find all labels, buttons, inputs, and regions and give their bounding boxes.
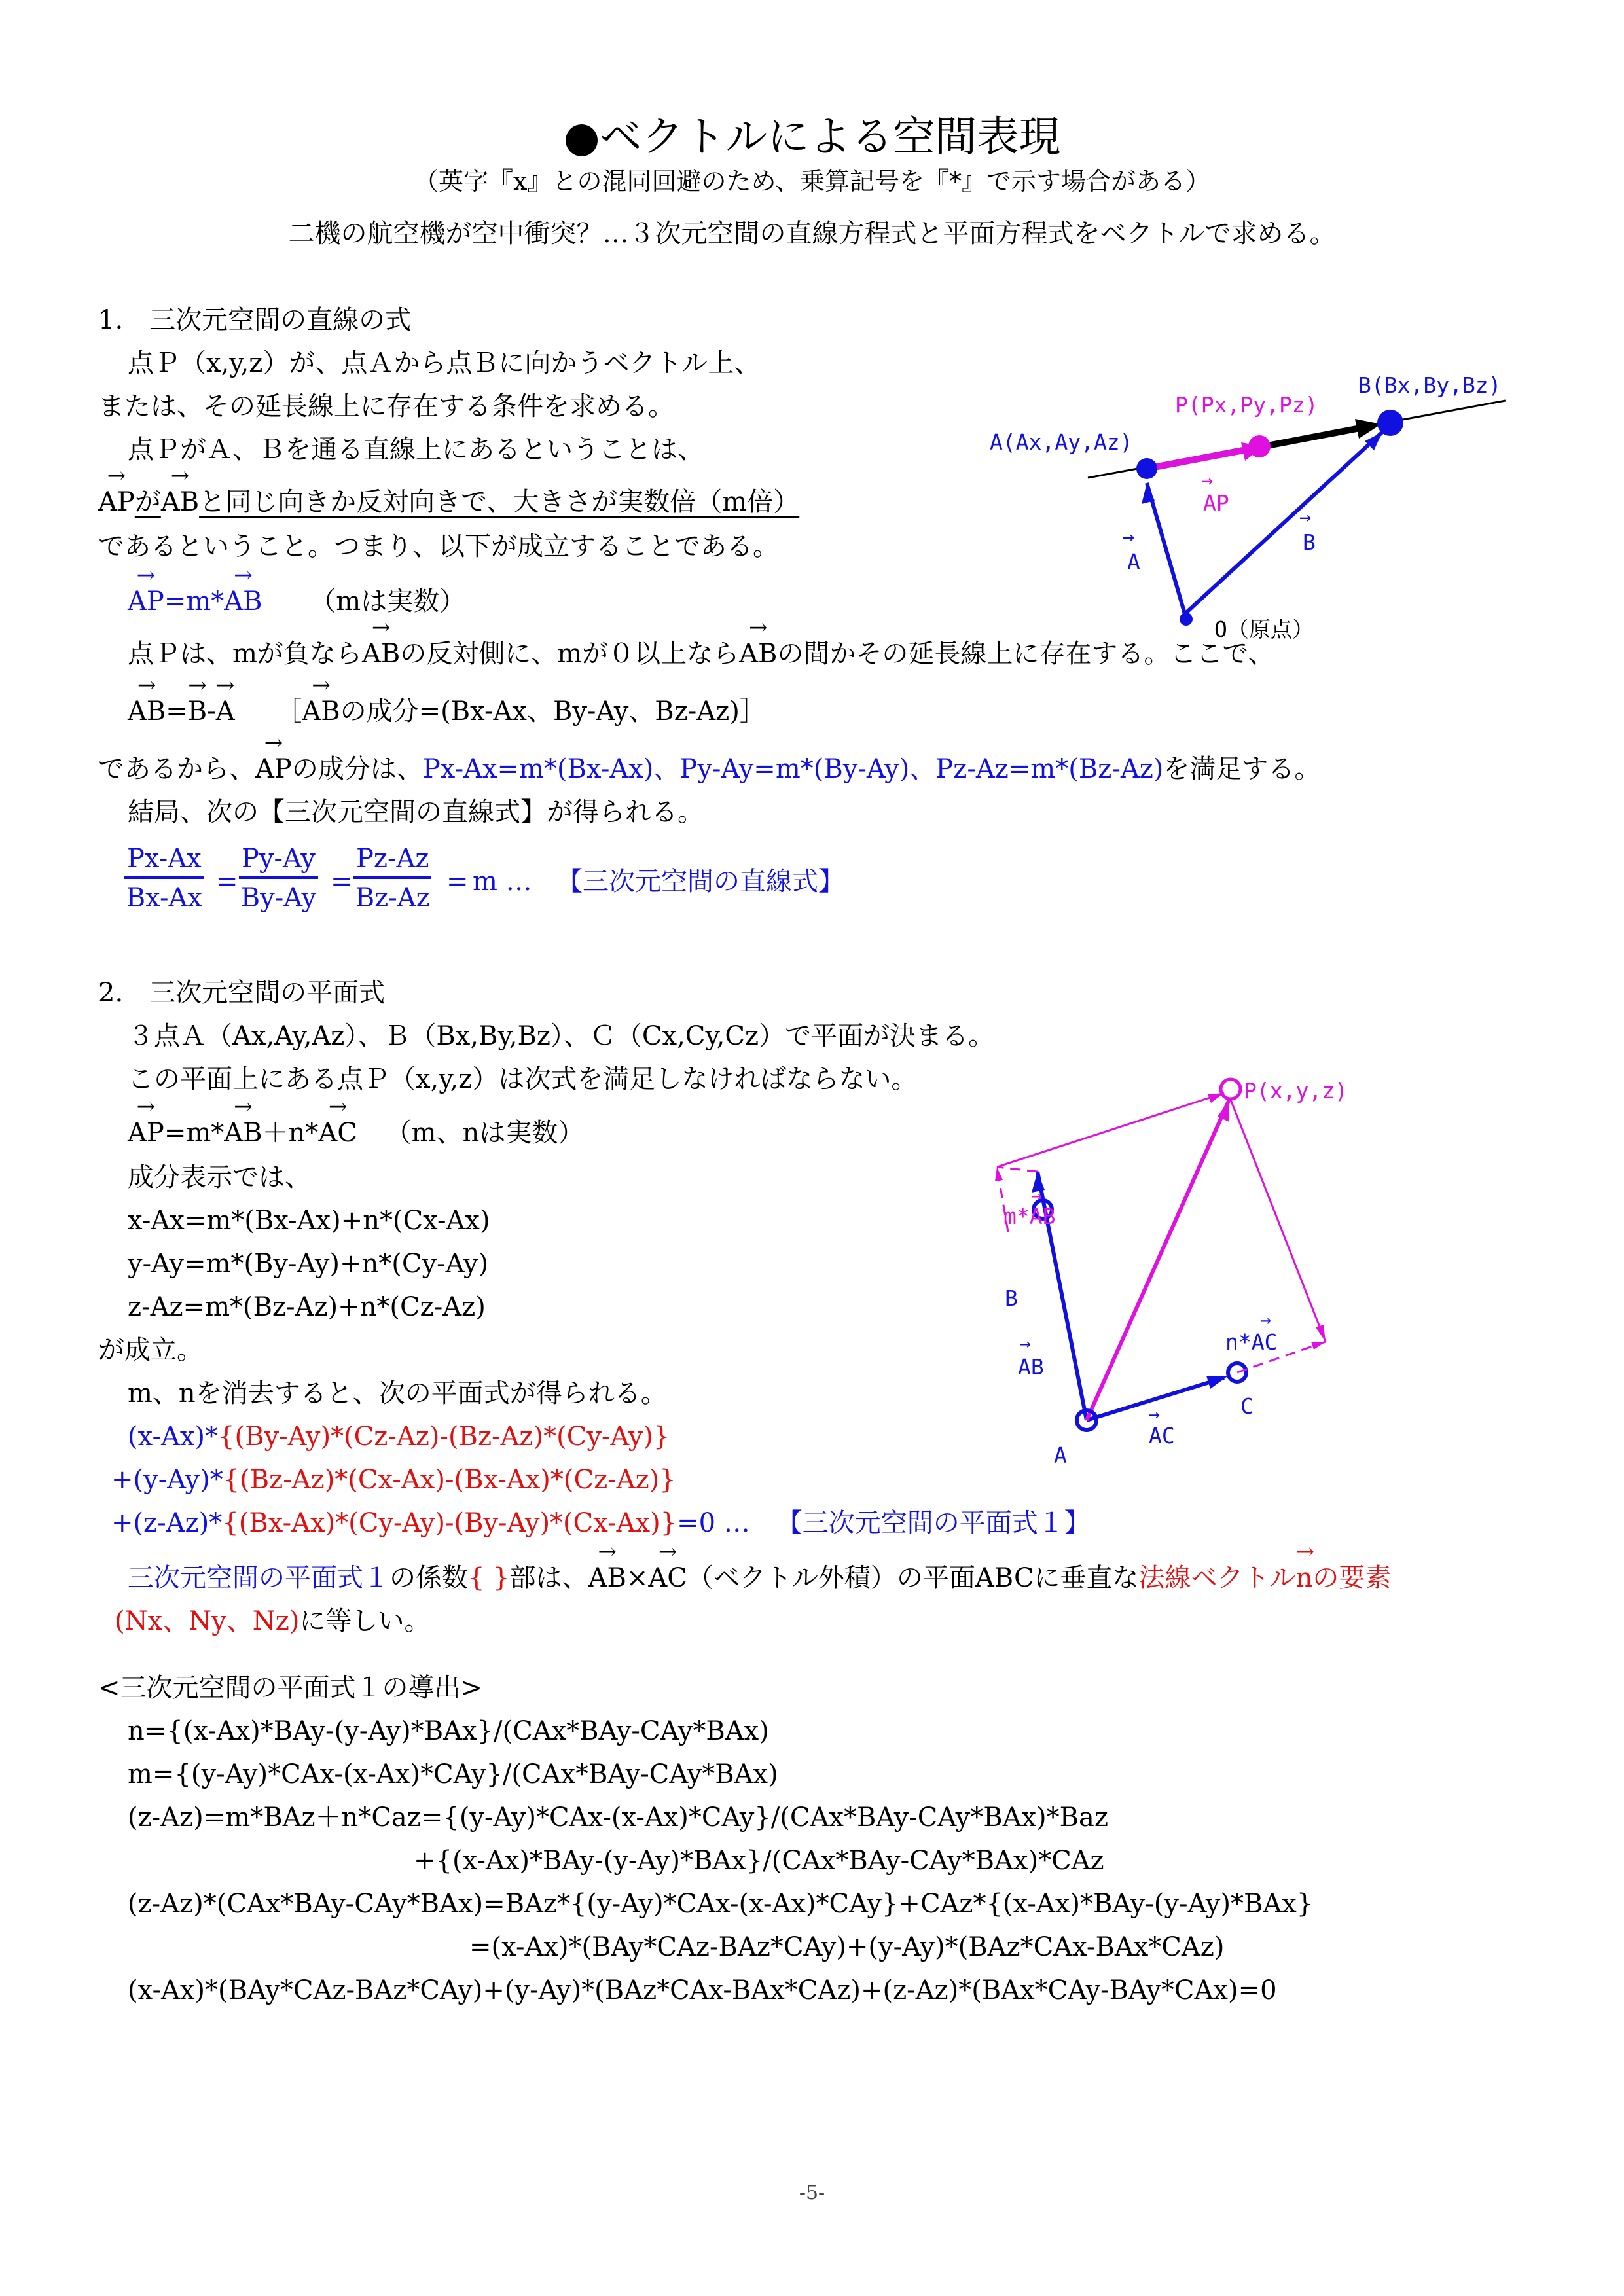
vector-ac-head <box>1206 1376 1227 1389</box>
point-p <box>1221 1079 1240 1099</box>
label-vec-ap: AP <box>1203 490 1229 516</box>
page-number: -5- <box>799 2181 825 2204</box>
m-ab-dashed <box>997 1167 1038 1172</box>
label-p: P(x,y,z) <box>1244 1078 1348 1103</box>
vec-ap-arrow: → <box>1201 469 1214 492</box>
p9-b: の成分は、 <box>291 754 423 784</box>
page-title: ●ベクトルによる空間表現 <box>563 113 1061 162</box>
derivation-heading: <三次元空間の平面式１の導出> <box>98 1673 483 1703</box>
equal-sign: = <box>446 867 469 897</box>
f2-b: {(Bz-Az)*(Cx-Ax)-(Bx-Ax)*(Cz-Az)} <box>223 1465 676 1495</box>
eq2-eq: = <box>166 696 188 726</box>
eq1-mid: =m* <box>164 586 225 617</box>
n-f: 法線ベクトル <box>1138 1563 1296 1593</box>
section1-p1: 点Ｐ（x,y,z）が、点Ａから点Ｂに向かうベクトル上、 <box>128 348 761 378</box>
eq2-comp: の成分=(Bx-Ax、By-Ay、Bz-Az)］ <box>340 696 766 726</box>
section1-p5: であるということ。つまり、以下が成立することである。 <box>98 531 779 562</box>
f1-a: (x-Ax)* <box>128 1422 219 1452</box>
m-tail: m … <box>473 867 532 897</box>
plane-formula-label: 【三次元空間の平面式１】 <box>776 1508 1091 1538</box>
intro-line: 二機の航空機が空中衝突？…３次元空間の直線方程式と平面方程式をベクトルで求める。 <box>288 219 1336 249</box>
vec-nac-arrow: → <box>1260 1309 1271 1331</box>
section1-p3: 点ＰがＡ、Ｂを通る直線上にあるということは、 <box>128 435 704 465</box>
m-ab-head <box>995 1167 1003 1181</box>
p7-c: の間かその延長線上に存在する。ここで、 <box>777 639 1274 669</box>
label-vec-a: A <box>1127 549 1140 575</box>
vector-ap: → AP <box>128 1115 164 1151</box>
vec-ac-arrow: → <box>1149 1403 1160 1425</box>
equal-sign: = <box>331 867 353 897</box>
fraction-y-den: By-Ay <box>240 883 317 913</box>
vector-ap: → AP <box>255 751 292 787</box>
parallel-ac-line <box>997 1093 1224 1167</box>
p9-c: を満足する。 <box>1163 754 1321 784</box>
section2-p2: この平面上にある点Ｐ（x,y,z）は次式を満足しなければならない。 <box>128 1064 918 1094</box>
vector-ab: → AB <box>302 694 340 729</box>
n-g: の要素 <box>1312 1563 1392 1593</box>
f3-b: {(Bx-Ax)*(Cy-Ay)-(By-Ay)*(Cx-Ax)} <box>222 1508 677 1538</box>
eq-note: （m、nは実数） <box>385 1118 585 1148</box>
vec-a-arrow: → <box>1123 526 1135 548</box>
f3-a: +(z-Az)* <box>111 1508 223 1538</box>
derivation-final: (x-Ax)*(BAy*CAz-BAz*CAy)+(y-Ay)*(BAz*CAx-BAx*CAz)+(z-Az)*(BAx*CAy-BAy*CAx)=0 <box>128 1975 1277 2005</box>
section1-heading: 1. 三次元空間の直線の式 <box>98 305 412 335</box>
component-z: z-Az=m*(Bz-Az)+n*(Cz-Az) <box>128 1292 486 1322</box>
parallel-ab-head <box>1316 1325 1326 1342</box>
eq-n: ＋n* <box>262 1118 319 1148</box>
line-equation-label: 【三次元空間の直線式】 <box>556 867 844 897</box>
n-ac-head <box>1311 1342 1326 1350</box>
vec-ab-arrow: → <box>1020 1333 1031 1354</box>
vector-ab: → AB <box>739 636 777 672</box>
component-y: y-Ay=m*(By-Ay)+n*(Cy-Ay) <box>128 1249 489 1279</box>
cond-ga: が <box>134 487 161 517</box>
vector-b: → B <box>188 694 207 729</box>
fraction-x-den: Bx-Ax <box>126 883 202 913</box>
label-b: B <box>1005 1285 1018 1311</box>
fraction-z-den: Bz-Az <box>355 883 430 913</box>
vector-ap: → AP <box>128 584 164 619</box>
vector-ap: → AP <box>98 484 135 520</box>
label-b: B(Bx,By,Bz) <box>1358 372 1502 398</box>
page-subtitle: （英字『x』との混同回避のため、乗算記号を『*』で示す場合がある） <box>414 167 1210 196</box>
label-a: A(Ax,Ay,Az) <box>990 429 1133 455</box>
n-e: （ベクトル外積）の平面ABCに垂直な <box>687 1563 1139 1593</box>
derivation-z2: +{(x-Ax)*BAy-(y-Ay)*BAx}/(CAx*BAy-CAy*BAx)*CAz <box>414 1846 1104 1876</box>
label-p: P(Px,Py,Pz) <box>1175 392 1318 418</box>
vector-ab: → AB <box>224 584 262 619</box>
label-vec-ac: AC <box>1149 1423 1175 1448</box>
eq2-minus: - <box>207 696 216 726</box>
vec-mab-arrow: → <box>1031 1185 1042 1206</box>
section2-heading: 2. 三次元空間の平面式 <box>98 978 386 1008</box>
derivation-z3: (z-Az)*(CAx*BAy-CAy*BAx)=BAz*{(y-Ay)*CAx-(x-Ax)*CAy}+CAz*{(x-Ax)*BAy-(y-Ay)*BAx} <box>128 1889 1314 1919</box>
label-a: A <box>1054 1443 1067 1468</box>
p7-a: 点Ｐは、mが負なら <box>128 639 362 669</box>
vector-ab: → AB <box>224 1115 262 1151</box>
p7-b: の反対側に、mが０以上なら <box>400 639 740 669</box>
component-x: x-Ax=m*(Bx-Ax)+n*(Cx-Ax) <box>128 1206 490 1236</box>
section2-p4: 成分表示では、 <box>128 1162 311 1193</box>
derivation-n: n={(x-Ax)*BAy-(y-Ay)*BAx}/(CAx*BAy-CAy*BAx) <box>128 1716 769 1746</box>
section2-p8: が成立。 <box>98 1335 203 1365</box>
derivation-m: m={(y-Ay)*CAx-(x-Ax)*CAy}/(CAx*BAy-CAy*BAx) <box>128 1759 778 1789</box>
parallel-ab-line <box>1231 1100 1326 1342</box>
cond-rest: と同じ向きか反対向きで、大きさが実数倍（m倍） <box>199 487 800 517</box>
n-b: の係数 <box>389 1563 468 1593</box>
vector-ab: → AB <box>128 694 166 729</box>
f2-a: +(y-Ay)* <box>111 1465 223 1495</box>
n-x: × <box>626 1563 649 1593</box>
equal-sign: = <box>216 867 238 897</box>
fraction-y-num: Py-Ay <box>239 842 318 879</box>
n-a: 三次元空間の平面式１ <box>128 1563 389 1593</box>
section1-p10: 結局、次の【三次元空間の直線式】が得られる。 <box>128 797 704 827</box>
n-d: 部は、 <box>509 1563 588 1593</box>
vector-ab: → AB <box>588 1560 626 1596</box>
eq1-note: （mは実数） <box>310 586 466 617</box>
p9-a: であるから、 <box>98 754 255 784</box>
vector-a: → A <box>216 694 235 729</box>
vector-ap-line <box>1087 1100 1229 1420</box>
vector-ac: → AC <box>648 1560 687 1596</box>
section2-p9: m、nを消去すると、次の平面式が得られる。 <box>128 1378 667 1408</box>
vector-ab: → AB <box>161 484 199 520</box>
label-n-ac: n*AC <box>1225 1329 1278 1355</box>
vector-ac: → AC <box>318 1115 357 1151</box>
fraction-z-num: Pz-Az <box>353 842 431 879</box>
n2-b: に等しい。 <box>299 1606 431 1636</box>
f1-b: {(By-Ay)*(Cz-Az)-(Bz-Az)*(Cy-Ay)} <box>218 1422 670 1452</box>
n2-a: (Nx、Ny、Nz) <box>115 1606 300 1636</box>
label-vec-b: B <box>1303 529 1316 555</box>
label-origin: O（原点） <box>1214 617 1314 642</box>
vector-ab: → AB <box>362 636 400 672</box>
label-vec-ab: AB <box>1018 1354 1044 1380</box>
f3-c: =0 … <box>677 1508 750 1538</box>
p9-eqs: Px-Ax=m*(Bx-Ax)、Py-Ay=m*(By-Ay)、Pz-Az=m*(Bz-Az) <box>422 754 1164 784</box>
fraction-x-num: Px-Ax <box>124 842 204 879</box>
section2-p1: ３点Ａ（Ax,Ay,Az）、Ｂ（Bx,By,Bz）、Ｃ（Cx,Cy,Cz）で平面が決まる。 <box>128 1021 995 1051</box>
derivation-z4: =(x-Ax)*(BAy*CAz-BAz*CAy)+(y-Ay)*(BAz*CAx-BAx*CAz) <box>469 1932 1225 1962</box>
vec-b-arrow: → <box>1299 506 1312 529</box>
vector-n: → n <box>1296 1560 1313 1596</box>
eq-m: =m* <box>164 1118 225 1148</box>
section1-p2: または、その延長線上に存在する条件を求める。 <box>98 391 674 422</box>
eq2-br-open: ［ <box>276 696 302 726</box>
n-c: { } <box>468 1563 510 1593</box>
label-c: C <box>1240 1393 1254 1419</box>
derivation-z1: (z-Az)=m*BAz＋n*Caz={(y-Ay)*CAx-(x-Ax)*CAy}/(CAx*BAy-CAy*BAx)*Baz <box>128 1803 1108 1833</box>
label-m-ab: m*AB <box>1003 1204 1056 1229</box>
